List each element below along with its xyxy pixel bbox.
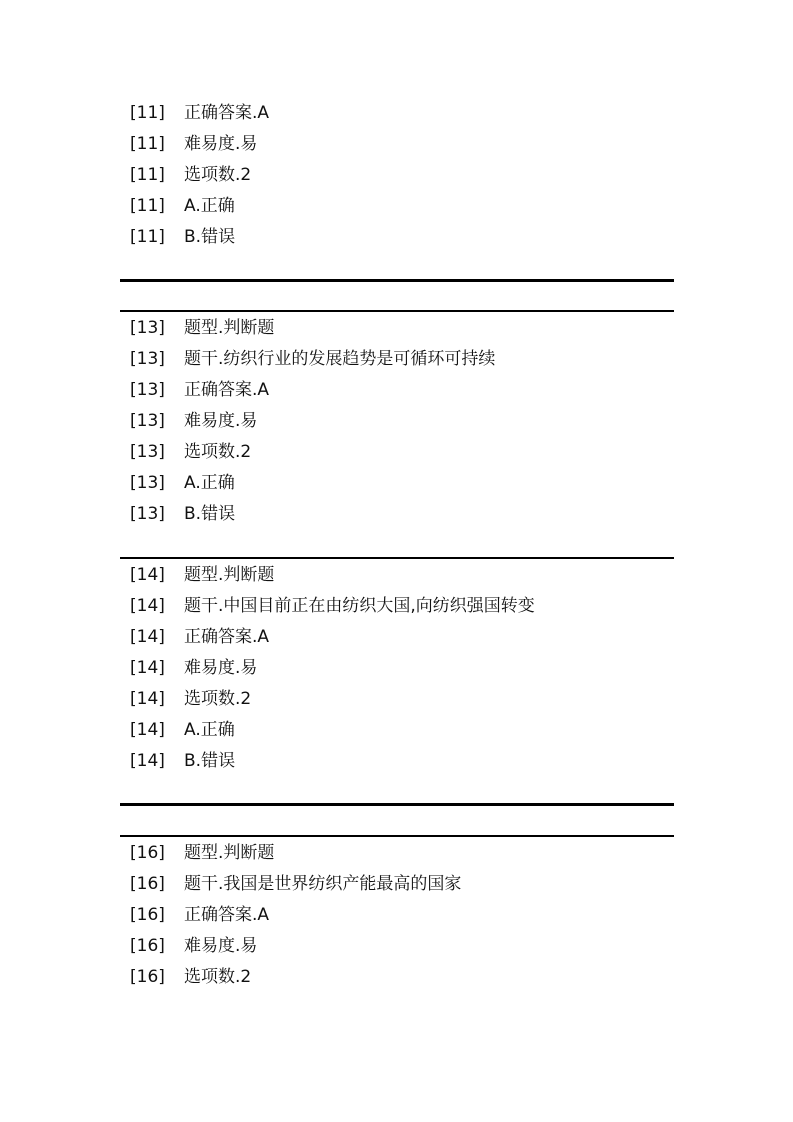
- option-a: A.正确: [184, 473, 235, 493]
- question-number: [13]: [130, 442, 165, 462]
- separator-rule: [120, 310, 674, 312]
- option-count: 选项数.2: [184, 689, 252, 709]
- difficulty: 难易度.易: [184, 936, 258, 956]
- question-block-14: [120, 564, 674, 781]
- question-block-16: [120, 842, 674, 997]
- question-line: [120, 503, 674, 534]
- option-count: 选项数.2: [184, 165, 252, 185]
- question-line: [120, 472, 674, 503]
- question-line: [120, 564, 674, 595]
- question-line: [120, 441, 674, 472]
- question-number: [13]: [130, 380, 165, 400]
- option-a: A.正确: [184, 720, 235, 740]
- difficulty: 难易度.易: [184, 658, 258, 678]
- question-number: [13]: [130, 349, 165, 369]
- question-number: [16]: [130, 905, 165, 925]
- question-number: [14]: [130, 565, 165, 585]
- option-count: 选项数.2: [184, 442, 252, 462]
- question-type: 题型.判断题: [184, 565, 275, 585]
- question-line: [120, 348, 674, 379]
- difficulty: 难易度.易: [184, 134, 258, 154]
- question-line: [120, 410, 674, 441]
- question-number: [11]: [130, 134, 165, 154]
- option-a: A.正确: [184, 196, 235, 216]
- question-stem: 题干.中国目前正在由纺织大国,向纺织强国转变: [184, 596, 535, 616]
- separator-rule: [120, 835, 674, 837]
- question-number: [11]: [130, 196, 165, 216]
- question-line: [120, 226, 674, 257]
- question-number: [14]: [130, 689, 165, 709]
- question-line: [120, 873, 674, 904]
- question-number: [14]: [130, 596, 165, 616]
- question-number: [16]: [130, 936, 165, 956]
- question-number: [14]: [130, 627, 165, 647]
- question-line: [120, 842, 674, 873]
- question-number: [14]: [130, 720, 165, 740]
- question-line: [120, 904, 674, 935]
- question-line: [120, 688, 674, 719]
- correct-answer: 正确答案.A: [184, 103, 270, 123]
- option-b: B.错误: [184, 504, 236, 524]
- difficulty: 难易度.易: [184, 411, 258, 431]
- question-line: [120, 133, 674, 164]
- question-number: [13]: [130, 504, 165, 524]
- question-number: [14]: [130, 751, 165, 771]
- question-number: [11]: [130, 103, 165, 123]
- correct-answer: 正确答案.A: [184, 905, 270, 925]
- question-stem: 题干.纺织行业的发展趋势是可循环可持续: [184, 349, 496, 369]
- question-type: 题型.判断题: [184, 843, 275, 863]
- question-line: [120, 966, 674, 997]
- separator-rule: [120, 279, 674, 282]
- option-b: B.错误: [184, 751, 236, 771]
- question-number: [11]: [130, 227, 165, 247]
- question-line: [120, 102, 674, 133]
- separator-rule: [120, 803, 674, 806]
- question-line: [120, 379, 674, 410]
- question-number: [16]: [130, 967, 165, 987]
- question-line: [120, 164, 674, 195]
- question-number: [14]: [130, 658, 165, 678]
- question-line: [120, 195, 674, 226]
- question-line: [120, 935, 674, 966]
- question-block-11: [120, 102, 674, 257]
- option-count: 选项数.2: [184, 967, 252, 987]
- question-line: [120, 317, 674, 348]
- separator-rule: [120, 557, 674, 559]
- question-line: [120, 657, 674, 688]
- question-number: [13]: [130, 318, 165, 338]
- correct-answer: 正确答案.A: [184, 380, 270, 400]
- question-line: [120, 719, 674, 750]
- question-block-13: [120, 317, 674, 534]
- question-number: [16]: [130, 874, 165, 894]
- question-number: [16]: [130, 843, 165, 863]
- question-number: [13]: [130, 411, 165, 431]
- correct-answer: 正确答案.A: [184, 627, 270, 647]
- question-line: [120, 626, 674, 657]
- question-number: [11]: [130, 165, 165, 185]
- question-line: [120, 595, 674, 626]
- option-b: B.错误: [184, 227, 236, 247]
- question-stem: 题干.我国是世界纺织产能最高的国家: [184, 874, 462, 894]
- question-type: 题型.判断题: [184, 318, 275, 338]
- question-line: [120, 750, 674, 781]
- question-number: [13]: [130, 473, 165, 493]
